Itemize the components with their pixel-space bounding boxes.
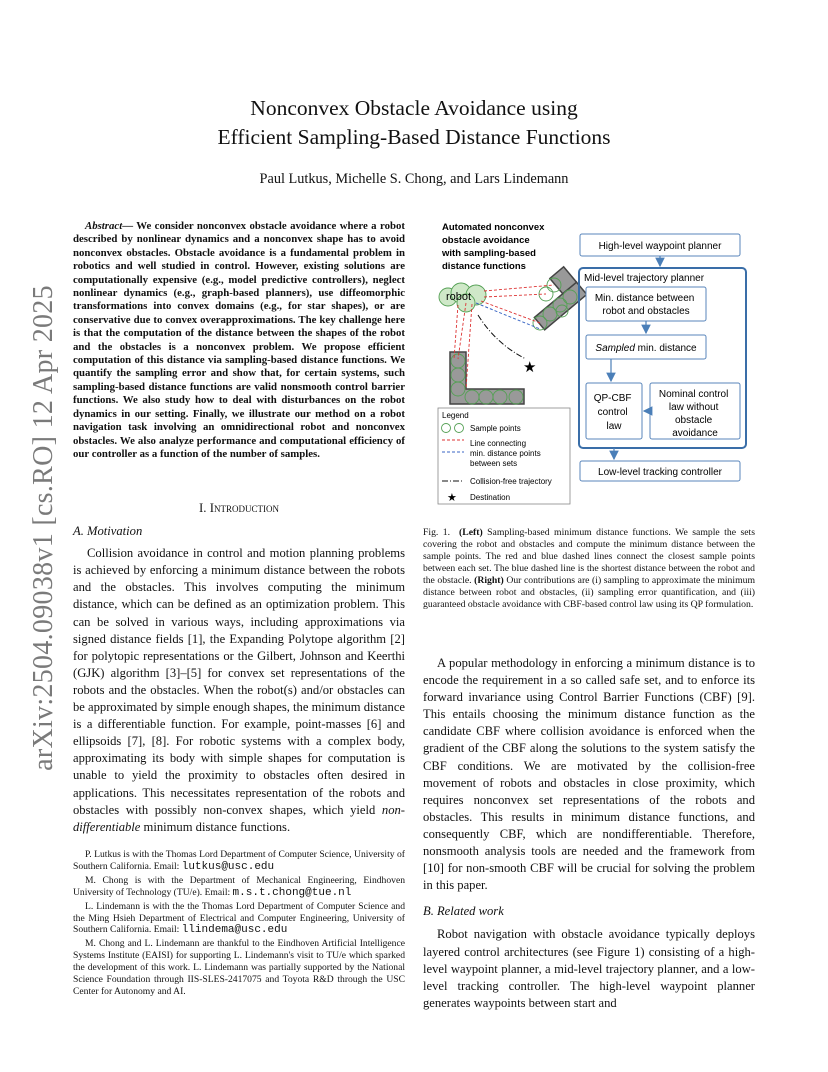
robot-label: robot (446, 291, 472, 303)
legend-samples: Sample points (470, 424, 521, 433)
paper-title (0, 94, 828, 152)
sampled-distance-label: Sampled min. distance (595, 343, 697, 354)
obstacle (450, 352, 524, 404)
abstract-label: Abstract (85, 220, 123, 232)
low-level-controller-label: Low-level tracking controller (598, 467, 722, 478)
legend-trajectory: Collision-free trajectory (470, 477, 552, 486)
footnote-text: M. Chong is with the Department of Mechanical Engineering, Eindhoven University of Technology (TU/e). Email: (73, 874, 405, 898)
legend-title: Legend (442, 411, 469, 420)
email-link[interactable]: llindema@usc.edu (181, 924, 288, 937)
right-column-text (423, 655, 755, 1012)
min-distance-label: Min. distance between robot and obstacles (594, 293, 695, 317)
footnote-text: P. Lutkus is with the Thomas Lord Department of Computer Science, University of Southern California. Email: (73, 849, 405, 872)
nominal-control-label: Nominal control law without obstacle avoidance (658, 389, 729, 439)
introduction-section (73, 500, 405, 836)
email-link[interactable]: lutkus@usc.edu (181, 860, 275, 873)
footnote (73, 901, 405, 938)
emphasis: non-differentiable (73, 802, 405, 834)
footnotes (73, 849, 405, 999)
footnote-text: L. Lindemann is with the the Thomas Lord Department of Computer Science and the Ming Hsieh Department of Electrical and Computer Engineering, University of Southern California. Email: (73, 900, 405, 936)
paragraph-text: Collision avoidance in control and motion planning problems is achieved by enforcing a minimum distance between the robots and the obstacles. This involves computing the minimum distance, which can be defined as an optimization problem. This can be solved in various ways, including approximations via signed distance fields [1], the Expanding Polytope algorithm [2] for polytopic representations or the Gilbert, Johnson and Keerthi (GJK) algorithm [3]–[5] for convex set representations of the robots and the obstacles. When the robot(s) and/or obstacles can be approximated by simple enough shapes, the minimum distance is a differentiable function. For example, point-masses [6] and ellipsoids [7], [8]. For robotic systems with a complex body, approximating its body with simple shapes for computation is unable to yield the proximity to obstacles often desired in applications. This necessitates representation of the robots and obstacles with possibly non-convex shapes, which yield (73, 546, 405, 817)
abstract-text: — We consider nonconvex obstacle avoidance where a robot described by nonlinear dynamics and a nonconvex shape has to avoid nonconvex obstacles. Obstacle avoidance is a fundamental problem in robotics and well studied in control. However, existing solutions are computationally expensive (e.g., model predictive controllers), neglect nonlinear dynamics (e.g., graph-based planners), use diffeomorphic transformations into convex domains (e.g., for star shapes), or are conservative due to convex overapproximations. The key challenge here is that the computation of the distance between the shapes of the robot and the obstacles is a nonconvex problem. We propose efficient computation of this distance via sampling-based distance functions. We quantify the sampling error and show that, for certain systems, such sampling-based distance functions are valid nonsmooth control barrier functions. We also study how to deal with disturbances on the robot dynamics in our setting. Finally, we illustrate our method on a robot navigation task involving an omnidirectional robot and nonconvex obstacles. We also analyze performance and computational efficiency of our controller as a function of the number of samples. (73, 220, 405, 460)
subsection-heading: A. Motivation (73, 524, 143, 539)
email-link[interactable]: m.s.t.chong@tue.nl (232, 886, 352, 899)
robot-shape (522, 267, 587, 330)
caption-text: Our contributions are (i) sampling to approximate the minimum distance between robot and obstacles, (ii) sampling error quantification, and (iii) guaranteed obstacle avoidance with CBF-based control law using its QP formulation. (423, 575, 755, 610)
caption-text: Sampling-based minimum distance functions. We sample the sets covering the robot and obstacles and compute the minimum distance between the sample points. The red and blue dashed lines connect the closest sample points between each set. The blue dashed line is the shortest distance between the robot and the obstacle. (423, 527, 756, 586)
paragraph (73, 545, 405, 836)
caption-label: Fig. 1. (423, 527, 451, 538)
caption-bold: (Left) (459, 527, 483, 538)
legend-star: ★ (447, 492, 457, 504)
title-line-1: Nonconvex Obstacle Avoidance using (250, 96, 578, 120)
footnote (73, 875, 405, 900)
arxiv-identifier (24, 285, 64, 771)
paragraph: Robot navigation with obstacle avoidance typically deploys layered control architectures (see Figure 1) consisting of a high-level waypoint planner, a mid-level trajectory planner, and a low-level tracking controller. The high-level waypoint planner generates waypoints between start and (423, 927, 755, 1010)
figure-diagram (436, 219, 756, 509)
legend-lines: Line connecting min. distance points between sets (470, 439, 541, 468)
footnote: M. Chong and L. Lindemann are thankful to the Eindhoven Artificial Intelligence Systems Institute (EAISI) for supporting L. Lindemann's visit to TU/e which sparked the development of this work. L. Lindemann was partially supported by the National Science Foundation through IIS-SLES-2417075 and Toyota R&D through the USC Center for Autonomy and AI. (73, 938, 405, 997)
high-level-planner-label: High-level waypoint planner (598, 241, 722, 252)
title-line-2: Efficient Sampling-Based Distance Functions (217, 125, 611, 149)
caption-bold: (Right) (474, 575, 504, 586)
abstract (73, 220, 405, 461)
arxiv-id-text: arXiv:2504.09038v1 [cs.RO] 12 Apr 2025 (28, 285, 59, 771)
collision-free-trajectory (478, 315, 526, 359)
paragraph: A popular methodology in enforcing a minimum distance is to encode the requirement in a so called safe set, and to enforce its forward invariance using Control Barrier Functions (CBF) [9]. This entails choosing the minimum distance function as the candidate CBF where collision avoidance is enforced when the gradient of the CBF along the solutions to the system satisfy the CBF conditions. We are motivated by the collision-free movement of robots and obstacles in close proximity, which requires nonconvex set representations of the robots and obstacles. This results in minimum distance functions, and consequently CBF, which are nondifferentiable. Therefore, nonsmooth analysis tools are needed and the framework from [10] for non-smooth CBF will be crucial for solving the problem in this paper. (423, 656, 755, 893)
paragraph-text: minimum distance functions. (140, 819, 291, 834)
mid-level-planner-label: Mid-level trajectory planner (584, 273, 705, 284)
qp-cbf-label: QP-CBF control law (593, 393, 632, 432)
figure-caption (423, 527, 755, 611)
subsection-heading: B. Related work (423, 904, 504, 919)
destination-star: ★ (523, 359, 537, 376)
figure-heading: Automated nonconvex obstacle avoidance with sampling-based distance functions (442, 222, 545, 272)
legend-destination: Destination (470, 493, 511, 502)
footnote (73, 849, 405, 874)
shortest-distance-line (476, 303, 540, 329)
section-heading: I. Introduction (199, 501, 279, 515)
figure-1 (436, 219, 756, 509)
authors: Paul Lutkus, Michelle S. Chong, and Lars Lindemann (259, 171, 569, 187)
